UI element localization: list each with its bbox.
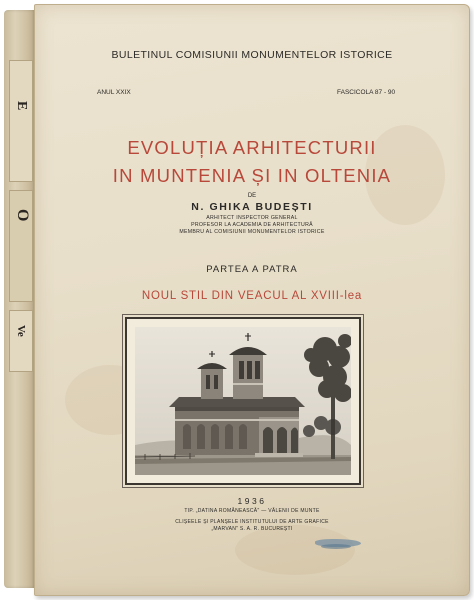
printer-line: CLIȘEELE ȘI PLANȘELE INSTITUTULUI DE ARTE GRAFICE [175,519,329,525]
spine-label-text-2: O [14,209,31,222]
spine-label-bottom [9,310,33,372]
book-spine [4,10,36,588]
series-title: BULETINUL COMISIUNII MONUMENTELOR ISTORICE [111,49,393,61]
spine-label-text-1: E [14,101,29,111]
spine-label-text-3: Ve [15,325,27,337]
fascicle-number: FASCICOLA 87 - 90 [337,89,396,96]
publication-year: 1936 [237,496,267,506]
part-label: PARTEA A PATRA [206,264,298,275]
author-name: N. GHIKA BUDEȘTI [191,201,313,213]
year-volume: ANUL XXIX [97,89,131,96]
printer-line: „MARVAN" S. A. R. BUCUREȘTI [211,526,293,532]
book-cover [34,4,470,596]
book-subtitle: NOUL STIL DIN VEACUL AL XVIII-lea [141,290,363,302]
book [4,4,470,594]
author-credential: MEMBRU AL COMISIUNII MONUMENTELOR ISTORICE [179,229,325,235]
paper-stain [235,525,355,575]
spine-label-top [9,60,33,182]
church-photo-frame [125,317,361,485]
church-photograph [135,327,351,475]
book-title-line-2: IN MUNTENIA ȘI IN OLTENIA [112,165,392,186]
spine-label-middle [9,190,33,302]
author-credential: ARHITECT INSPECTOR GENERAL [206,215,298,221]
by-label: DE [247,193,257,199]
book-title-line-1: EVOLUȚIA ARHITECTURII [127,137,377,158]
ink-stain [321,544,351,549]
author-credential: PROFESOR LA ACADEMIA DE ARHITECTURĂ [191,222,313,228]
printer-line: TIP. „DATINA ROMÂNEASCĂ" — VĂLENII DE MUNTE [184,508,320,514]
